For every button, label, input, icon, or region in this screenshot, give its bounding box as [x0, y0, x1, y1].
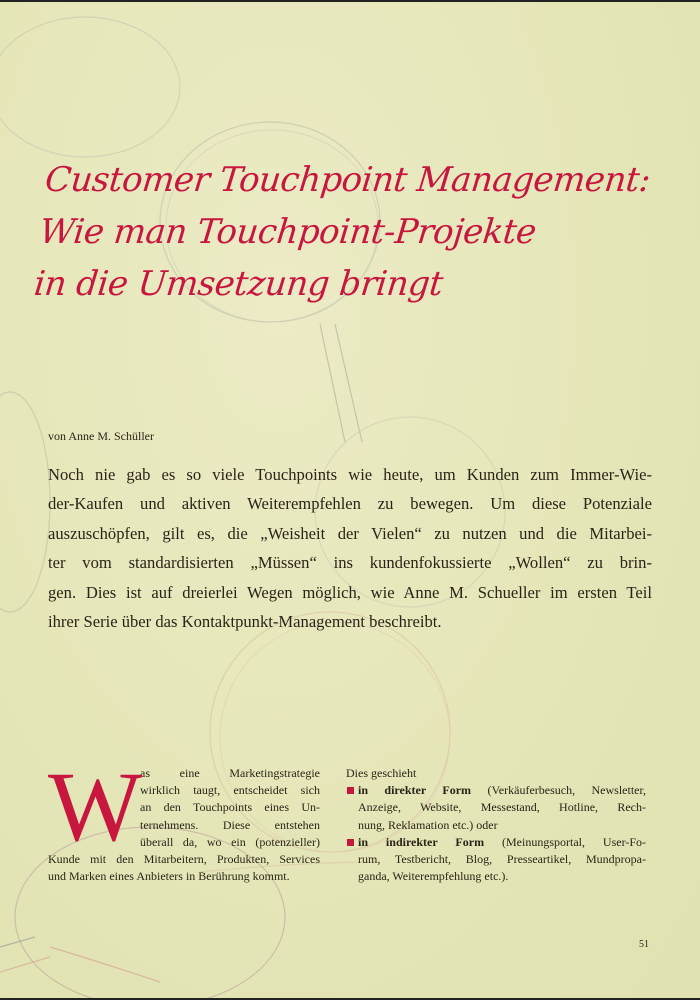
bullet-item-direct — [346, 782, 646, 834]
bullet-text: (Meinungsportal, User-Fo- — [484, 834, 646, 849]
square-bullet-icon — [347, 839, 354, 846]
bullet-text: (Verkäuferbesuch, Newsletter, — [471, 783, 646, 798]
bullet-text: ganda, Weiterempfehlung etc.). — [358, 869, 509, 884]
lead-paragraph — [48, 460, 652, 636]
lead-line: der-Kaufen und aktiven Weiterempfehlen zu bewegen. Um diese Potenziale — [48, 494, 652, 514]
lead-line: auszuschöpfen, gilt es, die „Weisheit der Vielen“ zu nutzen und die Mitarbei- — [48, 523, 652, 543]
body-column-right — [346, 765, 646, 885]
body-line: und Marken eines Anbieters in Berührung kommt. — [48, 869, 290, 884]
article-title — [32, 154, 668, 310]
page-number: 51 — [639, 939, 649, 950]
square-bullet-icon — [347, 787, 354, 794]
body-line: wirklich taugt, entscheidet sich — [140, 783, 320, 798]
drop-cap: W — [48, 751, 143, 862]
lead-line: ihrer Serie über das Kontaktpunkt-Management beschreibt. — [48, 612, 442, 632]
title-line-1: Customer Touchpoint Management: — [43, 160, 653, 200]
lead-line: Noch nie gab es so viele Touchpoints wie heute, um Kunden zum Immer-Wie- — [48, 465, 652, 484]
body-line: as eine Marketingstrategie — [140, 766, 320, 780]
bullet-bold-label: in indirekter Form — [358, 834, 485, 849]
bullet-text: Anzeige, Website, Messestand, Hotline, Rech- — [358, 800, 646, 815]
body-column-left — [48, 751, 320, 885]
bullet-bold-label: in direkter Form — [358, 783, 472, 798]
author-byline: von Anne M. Schüller — [48, 429, 154, 443]
body-line: ternehmens. Diese entstehen — [140, 817, 320, 832]
bullet-text: nung, Reklamation etc.) oder — [358, 817, 498, 832]
title-line-2: Wie man Touchpoint-Projekte — [37, 212, 538, 252]
title-line-3: in die Umsetzung bringt — [32, 264, 445, 304]
body-intro: Dies geschieht — [346, 766, 417, 780]
lead-line: ter vom standardisierten „Müssen“ ins kundenfokussierte „Wollen“ zu brin- — [48, 553, 652, 573]
lead-line: gen. Dies ist auf dreierlei Wegen möglich, wie Anne M. Schueller im ersten Teil — [48, 582, 652, 602]
body-line: überall da, wo ein (potenzieller) — [140, 834, 320, 849]
body-line: Kunde mit den Mitarbeitern, Produkten, Services — [48, 852, 320, 867]
bullet-item-indirect — [346, 834, 646, 886]
bullet-text: rum, Testbericht, Blog, Presseartikel, Mundpropa- — [358, 852, 646, 867]
body-line: an den Touchpoints eines Un- — [140, 800, 320, 815]
